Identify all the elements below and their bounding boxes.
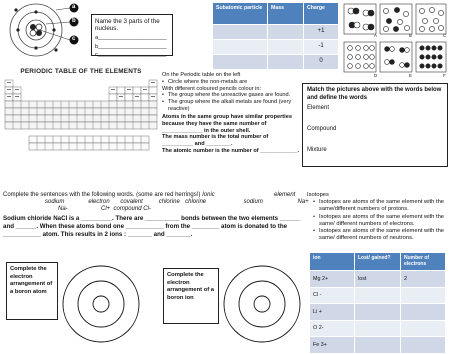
ion-name: Mg 2+ bbox=[310, 271, 355, 288]
ion-lost-gained[interactable] bbox=[355, 304, 401, 321]
periodic-bullet-1: • Circle where the non-metals are bbox=[162, 79, 300, 86]
group-properties-text: Atoms in the same group have similar properties because they have the same number of _____________ in the outer shell. bbox=[162, 113, 292, 134]
boron-ion-box bbox=[163, 268, 219, 324]
complete-instruction-line bbox=[3, 192, 305, 199]
particle-pictures bbox=[342, 2, 448, 84]
nucleus-parts-box bbox=[91, 14, 173, 59]
match-word-mixture: Mixture bbox=[307, 147, 327, 154]
subatomic-cell[interactable] bbox=[268, 40, 304, 55]
ion-name: Cl - bbox=[310, 287, 355, 304]
table-row bbox=[310, 320, 446, 337]
word-bank-row-1 bbox=[3, 199, 309, 206]
nucleus-parts-title: Name the 3 parts of the nucleus. bbox=[95, 18, 160, 33]
periodic-bullet-2: • The group where the unreactive gases are found. bbox=[162, 92, 300, 99]
isotopes-section bbox=[305, 192, 448, 243]
picture-label-b: B bbox=[409, 33, 412, 38]
subatomic-table bbox=[212, 2, 339, 70]
periodic-table-title: PERIODIC TABLE OF THE ELEMENTS bbox=[20, 68, 142, 75]
subatomic-header-mass: Mass bbox=[268, 3, 304, 25]
table-row bbox=[310, 287, 446, 304]
subatomic-cell[interactable] bbox=[213, 40, 268, 55]
picture-a bbox=[344, 4, 376, 34]
word-na-minus: Na- bbox=[58, 206, 68, 213]
match-word-element: Element bbox=[307, 105, 330, 111]
boron-ion-instruction: Complete the electron arrangement of a boron ion bbox=[167, 272, 215, 301]
word-compound: compound bbox=[113, 206, 142, 213]
picture-e bbox=[380, 42, 412, 72]
atomic-number-text: The atomic number is the number of ____________. bbox=[162, 147, 300, 154]
picture-f bbox=[416, 42, 446, 72]
isotopes-title: Isotopes bbox=[307, 192, 329, 198]
ion-electrons: 2 bbox=[401, 271, 446, 288]
ion-header-lost-gained: Lost/ gained? bbox=[355, 253, 401, 271]
word-cl-minus: Cl- bbox=[143, 206, 151, 213]
subatomic-cell[interactable] bbox=[213, 55, 268, 70]
nucleus-part-b[interactable]: b______________________ bbox=[95, 43, 167, 50]
complete-instruction: Complete the sentences with the following words. (some are red herrings!) bbox=[3, 192, 201, 198]
ion-electrons[interactable] bbox=[401, 287, 446, 304]
periodic-table-image bbox=[3, 68, 159, 160]
subatomic-header-charge: Charge bbox=[304, 3, 339, 25]
table-row bbox=[310, 337, 446, 354]
ion-lost-gained[interactable] bbox=[355, 337, 401, 354]
periodic-questions bbox=[162, 72, 300, 155]
word-sodium-2: sodium bbox=[243, 199, 263, 206]
isotope-bullet-protons: • Isotopes are atoms of the same element with the same/different numbers of protons. bbox=[313, 199, 448, 213]
picture-c bbox=[416, 4, 446, 34]
word-chlorine-2: chlorine bbox=[185, 199, 207, 206]
complete-sentences bbox=[3, 192, 309, 239]
subatomic-cell: -1 bbox=[304, 40, 339, 55]
ion-name: Fe 3+ bbox=[310, 337, 355, 354]
picture-b bbox=[380, 4, 412, 34]
isotope-bullet-electrons: • Isotopes are atoms of the same element with the same/ different numbers of electrons. bbox=[313, 214, 448, 228]
ion-name: Li + bbox=[310, 304, 355, 321]
boron-atom-shells[interactable] bbox=[60, 256, 142, 338]
subatomic-cell[interactable] bbox=[268, 25, 304, 40]
isotope-bullet-neutrons: • Isotopes are atoms of the same element with the same/ different numbers of neutrons. bbox=[313, 228, 448, 242]
periodic-grid bbox=[3, 78, 159, 160]
nucleus-part-a[interactable]: a______________________ bbox=[95, 34, 167, 41]
word-bank-row-2 bbox=[3, 206, 305, 213]
periodic-intro-2: With different coloured pencils colour in: bbox=[162, 85, 262, 92]
boron-ion-shells[interactable] bbox=[221, 256, 303, 338]
atom-diagram bbox=[2, 2, 88, 58]
sodium-chloride-paragraph: Sodium chloride NaCl is a _________. There are __________ bonds between the two elements ______ and ______. When these atoms bond one ___________ from the ________ atom is donated to the ___________ atom. This results in 2 ions : _______ and _______. bbox=[3, 214, 301, 238]
word-sodium: sodium bbox=[45, 199, 65, 206]
ion-electrons[interactable] bbox=[401, 304, 446, 321]
subatomic-cell[interactable] bbox=[213, 25, 268, 40]
ion-header-ion: ion bbox=[310, 253, 355, 271]
word-na-plus: Na+ bbox=[297, 199, 309, 206]
word-electron: electron bbox=[88, 199, 110, 206]
boron-atom-instruction: Complete the electron arrangement of a boron atom bbox=[10, 266, 53, 295]
ion-lost-gained[interactable] bbox=[355, 320, 401, 337]
subatomic-cell: +1 bbox=[304, 25, 339, 40]
picture-label-c: C bbox=[443, 33, 447, 38]
ion-table bbox=[309, 252, 446, 354]
match-word-compound: Compound bbox=[307, 126, 337, 133]
ion-lost-gained: lost bbox=[355, 271, 401, 288]
table-row bbox=[310, 304, 446, 321]
picture-d bbox=[344, 42, 376, 72]
atom-label-b: b bbox=[72, 18, 76, 24]
word-chlorine-1: chlorine bbox=[158, 199, 180, 206]
nucleus-part-c[interactable]: c______________________ bbox=[95, 52, 167, 59]
table-row bbox=[310, 271, 446, 288]
subatomic-cell[interactable] bbox=[268, 55, 304, 70]
atom-label-c: c bbox=[72, 36, 76, 42]
word-ionic: Ionic bbox=[202, 192, 215, 198]
atom-label-a: a bbox=[72, 4, 76, 10]
periodic-bullet-3: • The group where the alkali metals are found (very reactive) bbox=[162, 99, 300, 113]
match-box bbox=[302, 83, 448, 167]
mass-number-text: The mass number is the total number of __________ and ________. bbox=[162, 134, 269, 148]
subatomic-cell: 0 bbox=[304, 55, 339, 70]
picture-label-f: F bbox=[443, 73, 446, 78]
ion-electrons[interactable] bbox=[401, 337, 446, 354]
word-element-right: element bbox=[274, 192, 296, 198]
picture-label-a: A bbox=[374, 33, 377, 38]
picture-label-d: D bbox=[374, 73, 378, 78]
picture-label-e: E bbox=[409, 73, 412, 78]
periodic-intro-1: On the Periodic table on the left bbox=[162, 72, 241, 78]
boron-atom-box bbox=[6, 262, 58, 320]
ion-header-electrons: Number of electrons bbox=[401, 253, 446, 271]
ion-name: O 2- bbox=[310, 320, 355, 337]
word-cl-plus: Cl+ bbox=[101, 206, 111, 213]
ion-lost-gained[interactable] bbox=[355, 287, 401, 304]
match-instruction: Match the pictures above with the words below and define the words bbox=[307, 87, 442, 101]
ion-electrons[interactable] bbox=[401, 320, 446, 337]
word-covalent: covalent bbox=[120, 199, 143, 206]
subatomic-header-particle: Subatomic particle bbox=[213, 3, 268, 25]
